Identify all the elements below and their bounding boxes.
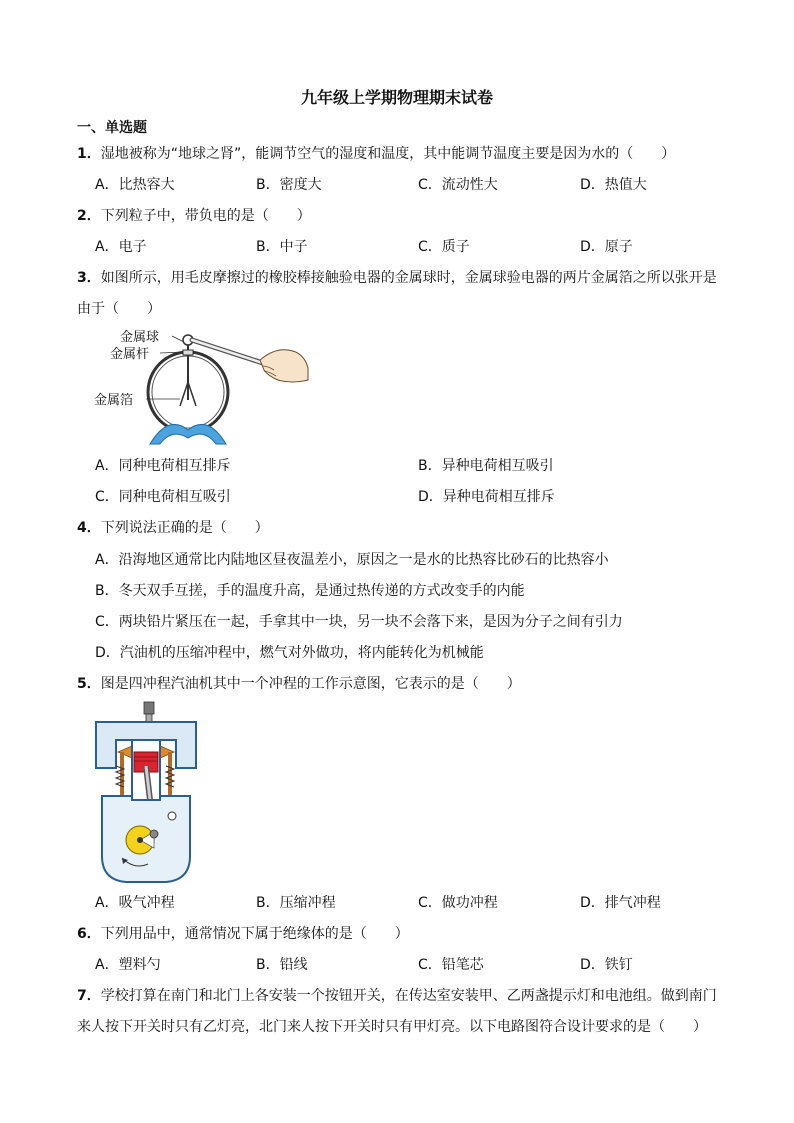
question-number: 1． xyxy=(77,146,101,162)
option-2c: C．质子 xyxy=(418,239,470,255)
option-6a: A．塑料勺 xyxy=(95,957,161,973)
question-1 xyxy=(77,145,675,163)
option-5d: D．排气冲程 xyxy=(580,895,661,911)
question-text: 下列粒子中，带负电的是（ ） xyxy=(100,208,311,224)
question-text: 下列说法正确的是（ ） xyxy=(100,520,269,536)
option-6b: B．铅线 xyxy=(256,957,308,973)
option-1d: D．热值大 xyxy=(580,177,647,193)
option-2b: B．中子 xyxy=(256,239,308,255)
question-3 xyxy=(77,269,717,287)
question-number: 7． xyxy=(77,988,101,1004)
label-metal-foil: 金属箔 xyxy=(94,393,134,408)
question-3-continued: 由于（ ） xyxy=(77,301,161,317)
question-text: 下列用品中，通常情况下属于绝缘体的是（ ） xyxy=(100,926,409,942)
question-number: 5． xyxy=(77,676,101,692)
question-number: 6． xyxy=(77,926,101,942)
option-1c: C．流动性大 xyxy=(418,177,498,193)
question-6 xyxy=(77,925,409,943)
option-4d: D．汽油机的压缩冲程中，燃气对外做功，将内能转化为机械能 xyxy=(95,645,484,661)
question-2 xyxy=(77,207,311,225)
engine-stroke-figure xyxy=(92,700,200,886)
option-3a: A．同种电荷相互排斥 xyxy=(95,458,231,474)
option-3b: B．异种电荷相互吸引 xyxy=(418,458,554,474)
option-6c: C．铅笔芯 xyxy=(418,957,484,973)
question-number: 3． xyxy=(77,270,101,286)
label-metal-rod: 金属杆 xyxy=(110,347,150,362)
page-title: 九年级上学期物理期末试卷 xyxy=(300,88,493,107)
question-4 xyxy=(77,519,269,537)
option-3d: D．异种电荷相互排斥 xyxy=(418,489,555,505)
option-2a: A．电子 xyxy=(95,239,147,255)
question-number: 2． xyxy=(77,208,101,224)
question-7-continued: 来人按下开关时只有乙灯亮，北门来人按下开关时只有甲灯亮。以下电路图符合设计要求的是（ ） xyxy=(77,1019,707,1035)
option-4c: C．两块铅片紧压在一起，手拿其中一块，另一块不会落下来，是因为分子之间有引力 xyxy=(95,614,623,630)
label-metal-ball: 金属球 xyxy=(120,330,160,345)
section-heading: 一、单选题 xyxy=(77,120,147,136)
option-1a: A．比热容大 xyxy=(95,177,175,193)
option-4b: B．冬天双手互搓，手的温度升高，是通过热传递的方式改变手的内能 xyxy=(95,583,525,599)
option-1b: B．密度大 xyxy=(256,177,322,193)
option-5a: A．吸气冲程 xyxy=(95,895,175,911)
electroscope-figure xyxy=(92,322,312,450)
option-2d: D．原子 xyxy=(580,239,633,255)
option-5b: B．压缩冲程 xyxy=(256,895,336,911)
question-text: 图是四冲程汽油机其中一个冲程的工作示意图，它表示的是（ ） xyxy=(100,676,521,692)
question-7 xyxy=(77,987,717,1005)
question-number: 4． xyxy=(77,520,101,536)
option-4a: A．沿海地区通常比内陆地区昼夜温差小，原因之一是水的比热容比砂石的比热容小 xyxy=(95,552,609,568)
option-3c: C．同种电荷相互吸引 xyxy=(95,489,231,505)
question-text: 如图所示，用毛皮摩擦过的橡胶棒接触验电器的金属球时，金属球验电器的两片金属箔之所以张开是 xyxy=(100,270,717,286)
question-5 xyxy=(77,675,521,693)
option-6d: D．铁钉 xyxy=(580,957,633,973)
question-text: 湿地被称为“地球之肾”，能调节空气的湿度和温度，其中能调节温度主要是因为水的（ ） xyxy=(100,146,676,162)
option-5c: C．做功冲程 xyxy=(418,895,498,911)
question-text: 学校打算在南门和北门上各安装一个按钮开关，在传达室安装甲、乙两盏提示灯和电池组。做到南门 xyxy=(100,988,717,1004)
